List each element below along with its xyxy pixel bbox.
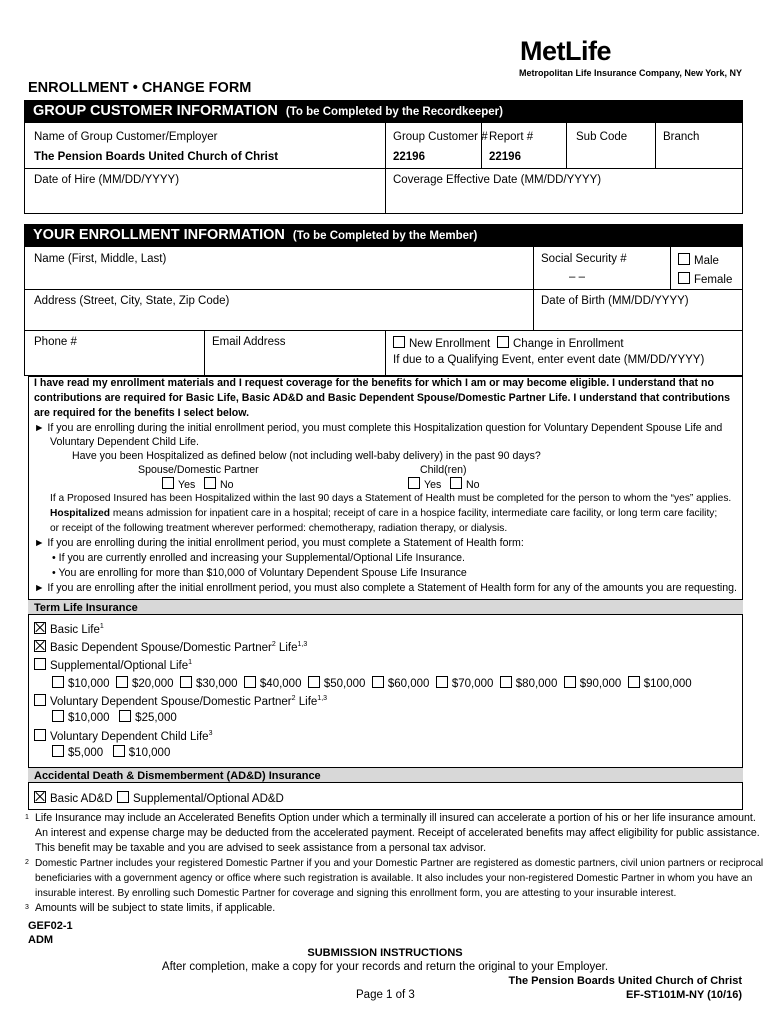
soh-condition-1: • If you are currently enrolled and increasing your Supplemental/Optional Life Insurance.	[52, 552, 465, 564]
spouse-yes-checkbox[interactable]	[162, 477, 174, 489]
supplemental-add-checkbox[interactable]	[117, 791, 129, 803]
supp-amount-20000[interactable]: $20,000	[116, 678, 174, 690]
company-name: Metropolitan Life Insurance Company, New York, NY	[519, 68, 743, 78]
footnote-3-line-1: Amounts will be subject to state limits, if applicable.	[35, 902, 276, 914]
soh-instruction: ► If you are enrolling during the initial enrollment period, you must complete a Statement of Health form:	[34, 537, 524, 549]
basic-dependent-life-checkbox[interactable]	[34, 640, 46, 652]
supp-amount-40000[interactable]: $40,000	[244, 678, 302, 690]
vol-spouse-amounts	[52, 710, 177, 724]
employer-label: Name of Group Customer/Employer	[34, 131, 218, 143]
spouse-no-checkbox[interactable]	[204, 477, 216, 489]
hosp-definition: Hospitalized means admission for inpatient care in a hospital; receipt of care in a hospice facility, intermediate care facility, or long term care facility;	[50, 508, 718, 519]
supplemental-amounts	[52, 676, 742, 690]
hire-date-label: Date of Hire (MM/DD/YYYY)	[34, 174, 180, 186]
child-yes-checkbox[interactable]	[408, 477, 420, 489]
basic-life-option[interactable]: Basic Life$^1$	[34, 622, 104, 636]
email-label: Email Address	[212, 336, 286, 348]
female-option[interactable]: Female	[678, 272, 732, 286]
branch-label: Branch	[663, 131, 700, 143]
report-label: Report #	[489, 131, 534, 143]
child-no-checkbox[interactable]	[450, 477, 462, 489]
dob-label: Date of Birth (MM/DD/YYYY)	[541, 295, 689, 307]
group-number-label: Group Customer #	[393, 131, 488, 143]
form-code-1: GEF02-1	[28, 920, 73, 932]
add-heading: Accidental Death & Dismemberment (AD&D) Insurance	[28, 767, 743, 783]
footnote-1-line-3: This benefit may be taxable and you are advised to seek assistance from a personal tax advisor.	[35, 842, 487, 854]
footnote-1-marker: 1	[25, 814, 29, 821]
coverage-date-label: Coverage Effective Date (MM/DD/YYYY)	[393, 174, 602, 186]
vol-spouse-life-option[interactable]: Voluntary Dependent Spouse/Domestic Partner$^2$ Life$^{1,3}$	[34, 694, 327, 708]
vol-child-life-option[interactable]: Voluntary Dependent Child Life$^3$	[34, 729, 212, 743]
supp-amount-100000[interactable]: $100,000	[628, 678, 692, 690]
page-number: Page 1 of 3	[356, 989, 415, 1001]
phone-label: Phone #	[34, 336, 77, 348]
child-amount-5000[interactable]: $5,000	[52, 747, 103, 759]
vol-child-amounts	[52, 745, 170, 759]
report-value[interactable]: 22196	[489, 151, 521, 163]
supplemental-life-option[interactable]: Supplemental/Optional Life$^1$	[34, 658, 192, 672]
supp-amount-60000[interactable]: $60,000	[372, 678, 430, 690]
supplemental-add-option[interactable]: Supplemental/Optional AD&D	[117, 791, 284, 805]
term-life-heading: Term Life Insurance	[28, 599, 743, 615]
basic-life-checkbox[interactable]	[34, 622, 46, 634]
spouse-amount-10000[interactable]: $10,000	[52, 712, 110, 724]
subcode-label: Sub Code	[576, 131, 628, 143]
supp-amount-50000[interactable]: $50,000	[308, 678, 366, 690]
supp-amount-80000[interactable]: $80,000	[500, 678, 558, 690]
qualifying-event-label: If due to a Qualifying Event, enter event date (MM/DD/YYYY)	[393, 354, 705, 366]
footnote-2-marker: 2	[25, 859, 29, 866]
basic-add-option[interactable]: Basic AD&D	[34, 791, 113, 805]
enroll-section-header: YOUR ENROLLMENT INFORMATION (To be Completed by the Member)	[24, 224, 743, 246]
group-section-header: GROUP CUSTOMER INFORMATION (To be Completed by the Recordkeeper)	[24, 100, 743, 122]
group-number-value[interactable]: 22196	[393, 151, 425, 163]
child-yes-option[interactable]: Yes	[408, 477, 441, 493]
child-amount-10000[interactable]: $10,000	[113, 747, 171, 759]
address-label: Address (Street, City, State, Zip Code)	[34, 295, 230, 307]
child-no-option[interactable]: No	[450, 477, 480, 493]
name-label: Name (First, Middle, Last)	[34, 253, 167, 265]
supp-amount-70000[interactable]: $70,000	[436, 678, 494, 690]
supp-amount-30000[interactable]: $30,000	[180, 678, 238, 690]
hosp-instruction-1: ► If you are enrolling during the initial enrollment period, you must complete this Hospitalization question for Voluntary Dependent Spouse Life and	[34, 422, 723, 434]
vol-child-life-checkbox[interactable]	[34, 729, 46, 741]
change-enrollment-checkbox[interactable]	[497, 336, 509, 348]
acknowledgement-text: I have read my enrollment materials and I request coverage for the benefits for which I am or may become eligible. I understand that no contributions are required for Basic Life, Basic AD&D and Basic Dependent Spouse/Domestic Partner Life. I understand that contributions are required for the benefits I select below.	[34, 377, 730, 419]
form-title: ENROLLMENT • CHANGE FORM	[28, 80, 252, 96]
hosp-question: Have you been Hospitalized as defined below (not including well-baby delivery) in the past 90 days?	[72, 450, 541, 462]
hosp-note: If a Proposed Insured has been Hospitalized within the last 90 days a Statement of Health must be completed for the person to whom the “yes” applies.	[50, 493, 732, 504]
change-enrollment-option[interactable]: Change in Enrollment	[497, 336, 624, 350]
metlife-logo: MetLife	[520, 36, 611, 66]
employer-value[interactable]: The Pension Boards United Church of Christ	[34, 151, 279, 163]
new-enrollment-option[interactable]: New Enrollment	[393, 336, 490, 350]
form-id: EF-ST101M-NY (10/16)	[626, 989, 742, 1001]
footnote-1-line-2: An interest and expense charge may be deducted from the accelerated payment. Receipt of accelerated benefits may affect eligibility for public assistance.	[35, 827, 760, 839]
submission-text: After completion, make a copy for your records and return the original to your Employer.	[161, 961, 609, 973]
footnote-3-marker: 3	[25, 904, 29, 911]
supp-amount-10000[interactable]: $10,000	[52, 678, 110, 690]
hosp-definition-cont: or receipt of the following treatment wherever performed: chemotherapy, radiation therapy, or dialysis.	[50, 523, 508, 534]
new-enrollment-checkbox[interactable]	[393, 336, 405, 348]
footnote-1-line-1: Life Insurance may include an Accelerated Benefits Option under which a terminally ill insured can accelerate a portion of his or her life insurance amount.	[35, 812, 756, 824]
spouse-no-option[interactable]: No	[204, 477, 234, 493]
basic-add-checkbox[interactable]	[34, 791, 46, 803]
ssn-label: Social Security #	[541, 253, 627, 265]
basic-dependent-life-option[interactable]: Basic Dependent Spouse/Domestic Partner$^2$ Life$^{1,3}$	[34, 640, 307, 654]
vol-spouse-life-checkbox[interactable]	[34, 694, 46, 706]
submission-title: SUBMISSION INSTRUCTIONS	[307, 947, 463, 959]
male-checkbox[interactable]	[678, 253, 690, 265]
children-label: Child(ren)	[420, 464, 467, 476]
soh-condition-2: • You are enrolling for more than $10,000 of Voluntary Dependent Spouse Life Insurance	[52, 567, 467, 579]
spouse-yes-option[interactable]: Yes	[162, 477, 195, 493]
footnote-2-line-3: insurable interest. By enrolling such Domestic Partner for coverage and signing this enrollment form, you are attesting to your insurable interest.	[35, 888, 677, 899]
male-option[interactable]: Male	[678, 253, 719, 267]
footnote-2-line-1: Domestic Partner includes your registered Domestic Partner if you and your Domestic Partner are registered as domestic partners, civil union partners or reciprocal	[35, 858, 764, 869]
organization-name: The Pension Boards United Church of Christ	[508, 975, 742, 987]
spouse-label: Spouse/Domestic Partner	[138, 464, 259, 476]
female-checkbox[interactable]	[678, 272, 690, 284]
form-code-2: ADM	[28, 934, 54, 946]
footnote-2-line-2: beneficiaries with a government agency or office where such registration is available. It also includes your non-registered Domestic Partner in whom you have an	[35, 873, 753, 884]
hosp-instruction-2: Voluntary Dependent Child Life.	[50, 436, 200, 448]
supplemental-life-checkbox[interactable]	[34, 658, 46, 670]
spouse-amount-25000[interactable]: $25,000	[119, 712, 177, 724]
ssn-dashes: – –	[569, 271, 585, 283]
supp-amount-90000[interactable]: $90,000	[564, 678, 622, 690]
late-enrollment-instruction: ► If you are enrolling after the initial enrollment period, you must also complete a Statement of Health form for any of the amounts you are requesting.	[34, 582, 737, 594]
